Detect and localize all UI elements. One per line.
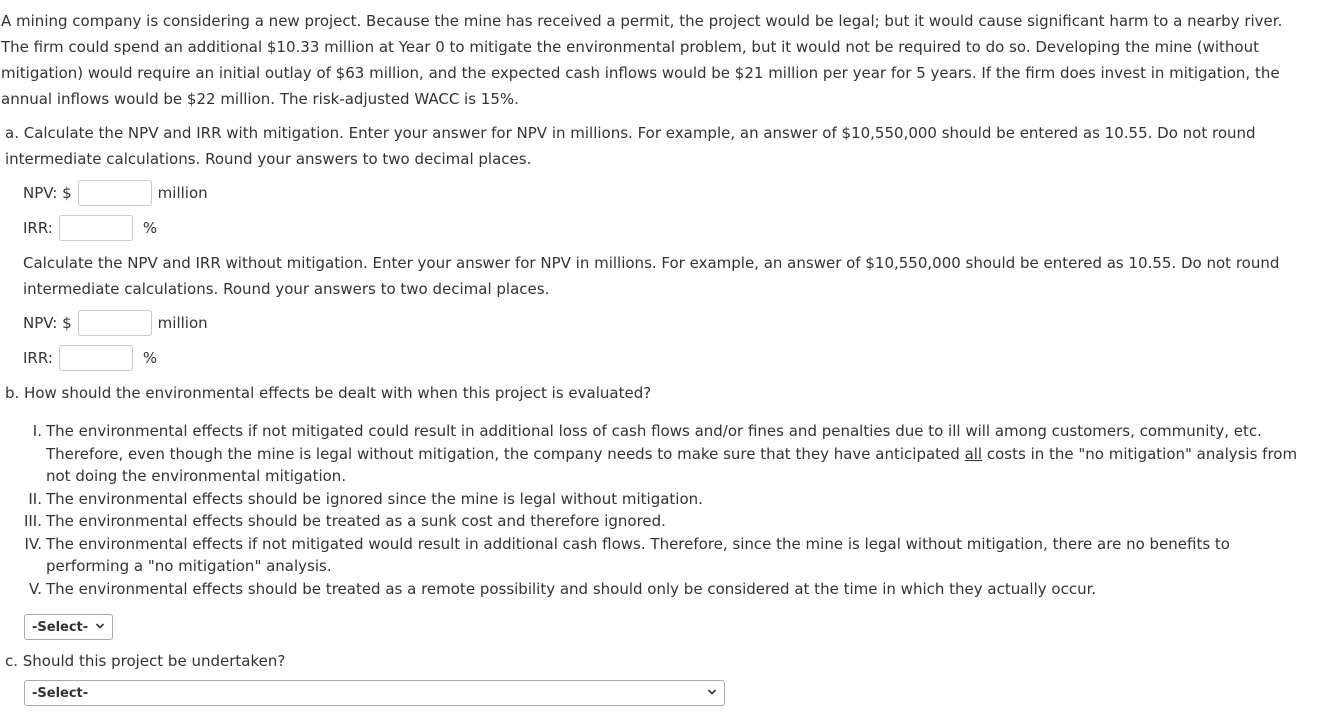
npv-without-mitigation-input[interactable]: [78, 310, 152, 336]
irr-label: IRR:: [23, 349, 53, 367]
list-item: [28, 488, 1308, 511]
part-b-select[interactable]: [24, 614, 113, 640]
option-number: IV.: [24, 534, 42, 553]
problem-statement: A mining company is considering a new project. Because the mine has received a permit, the project would be legal; but it would cause significant harm to a nearby river. The firm could spend an additional $10.33 million at Year 0 to mitigate the environmental problem, but it would not be required to do so. Developing the mine (without mitigation) would require an initial outlay of $63 million, and the expected cash inflows would be $21 million per year for 5 years. If the firm does invest in mitigation, the annual inflows would be $22 million. The risk-adjusted WACC is 15%.: [1, 12, 1283, 108]
option-number: I.: [32, 422, 42, 440]
irr-without-mitigation-input[interactable]: [59, 345, 133, 371]
chevron-down-icon: [95, 621, 105, 631]
option-number: III.: [23, 512, 42, 530]
list-item: [23, 510, 1308, 533]
option-text: The environmental effects should be ignored since the mine is legal without mitigation.: [46, 489, 703, 508]
option-text: costs in the "no mitigation" analysis from not doing the environmental mitigation.: [46, 444, 1298, 485]
option-text: The environmental effects if not mitigated could result in additional loss of cash flows and/or fines and penalties due to ill will among customers, community, etc. Therefore, even though the mine is legal without mitigation, the company needs to make sure that they have anticipated: [46, 422, 1262, 463]
list-item: [32, 420, 1308, 488]
option-text: The environmental effects should be treated as a remote possibility and should only be considered at the time in which they actually occur.: [46, 579, 1097, 598]
part-a-prompt-without-mitigation: Calculate the NPV and IRR without mitigation. Enter your answer for NPV in millions. For example, an answer of $10,550,000 should be entered as 10.55. Do not round intermediate calculations. Round your answers to two decimal places.: [23, 254, 1280, 298]
million-unit: million: [157, 184, 208, 202]
option-number: V.: [28, 579, 42, 598]
irr-with-mitigation-row: [23, 214, 157, 242]
part-b-prompt: b. How should the environmental effects be dealt with when this project is evaluated?: [5, 384, 652, 402]
npv-label: NPV: $: [23, 184, 72, 202]
select-value: -Select-: [32, 685, 89, 701]
option-number: II.: [28, 489, 42, 508]
part-b-options-list: [23, 420, 1308, 600]
npv-with-mitigation-row: [23, 179, 208, 207]
irr-with-mitigation-input[interactable]: [59, 215, 133, 241]
npv-with-mitigation-input[interactable]: [78, 180, 152, 206]
list-item: [28, 578, 1308, 601]
irr-without-mitigation-row: [23, 344, 157, 372]
option-text: The environmental effects should be treated as a sunk cost and therefore ignored.: [46, 512, 666, 530]
part-a-prompt-with-mitigation: a. Calculate the NPV and IRR with mitigation. Enter your answer for NPV in millions. For example, an answer of $10,550,000 should be entered as 10.55. Do not round intermediate calculations. Round your answers to two decimal places.: [5, 124, 1256, 168]
part-c-select[interactable]: [24, 680, 725, 706]
million-unit: million: [157, 314, 208, 332]
npv-label: NPV: $: [23, 314, 72, 332]
part-c-prompt: c. Should this project be undertaken?: [5, 652, 286, 670]
irr-label: IRR:: [23, 219, 53, 237]
list-item: [24, 533, 1308, 578]
chevron-down-icon: [707, 687, 717, 697]
option-text: The environmental effects if not mitigated would result in additional cash flows. Therefore, since the mine is legal without mitigation, there are no benefits to performing a "no mitigation" analysis.: [46, 534, 1230, 575]
option-underlined-text: all: [964, 444, 983, 463]
percent-unit: %: [142, 219, 158, 237]
percent-unit: %: [142, 349, 158, 367]
npv-without-mitigation-row: [23, 309, 208, 337]
select-value: -Select-: [32, 619, 89, 635]
